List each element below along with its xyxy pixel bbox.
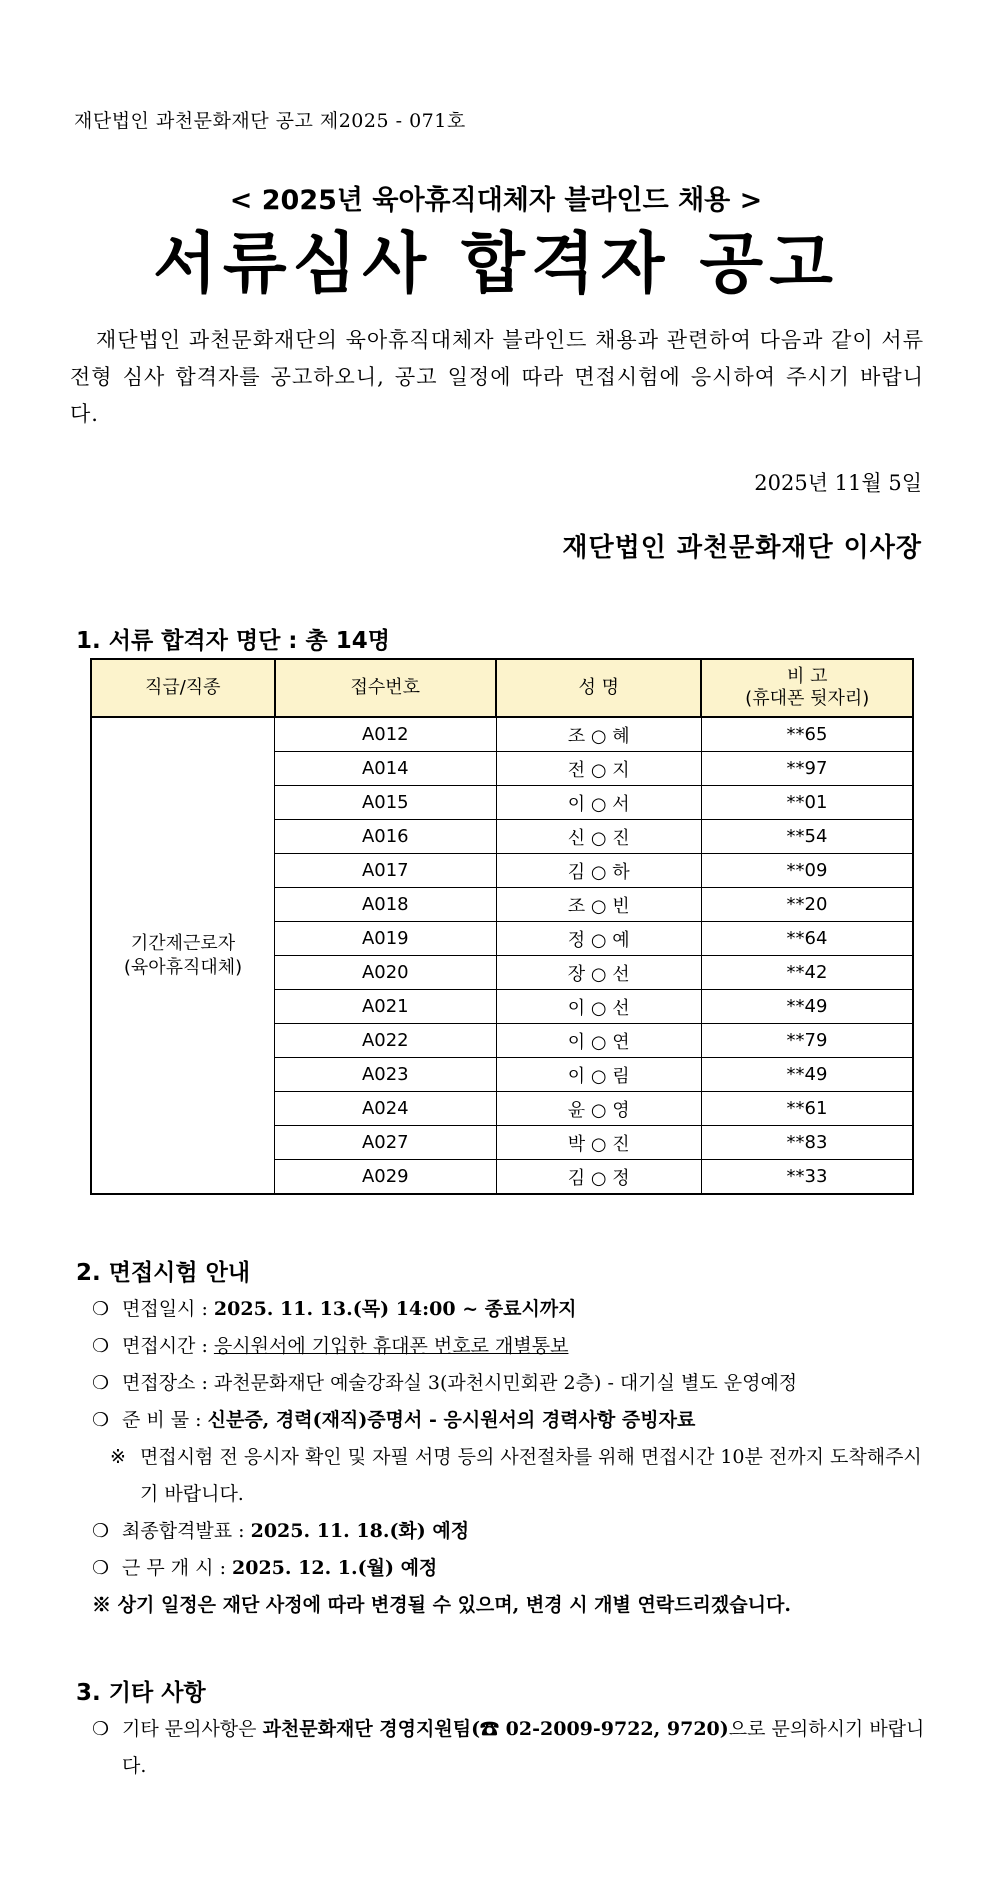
circle-bullet-icon: ❍ [92, 1520, 110, 1542]
receipt-number: A019 [275, 922, 496, 956]
interview-date-item [92, 1291, 932, 1328]
phone-suffix: **83 [701, 1126, 913, 1160]
interview-place-value: 과천문화재단 예술강좌실 3(과천시민회관 2층) - 대기실 별도 운영예정 [213, 1372, 798, 1394]
notice-date: 2025년 11월 5일 [754, 471, 922, 495]
phone-suffix: **61 [701, 1092, 913, 1126]
final-announcement-value: 2025. 11. 18.(화) 예정 [250, 1520, 470, 1542]
interview-time-value: 응시원서에 기입한 휴대폰 번호로 개별통보 [213, 1335, 569, 1357]
circle-bullet-icon: ❍ [92, 1409, 110, 1431]
section-1-heading: 1. 서류 합격자 명단 : 총 14명 [76, 628, 390, 654]
grade-cell [91, 717, 275, 1194]
work-start-label: 근 무 개 시 : [122, 1557, 233, 1579]
column-header-receipt: 접수번호 [275, 659, 496, 717]
receipt-number: A029 [275, 1160, 496, 1195]
phone-suffix: **65 [701, 717, 913, 752]
preparation-item [92, 1402, 932, 1439]
circle-bullet-icon: ❍ [92, 1372, 110, 1394]
phone-suffix: **20 [701, 888, 913, 922]
receipt-number: A024 [275, 1092, 496, 1126]
circle-bullet-icon: ❍ [92, 1718, 110, 1740]
arrival-note [92, 1439, 932, 1513]
applicant-name: 신 ○ 진 [496, 820, 701, 854]
schedule-change-note: ※ 상기 일정은 재단 사정에 따라 변경될 수 있으며, 변경 시 개별 연락드리겠습니다. [92, 1594, 791, 1616]
phone-suffix: **01 [701, 786, 913, 820]
applicant-name: 조 ○ 빈 [496, 888, 701, 922]
work-start-item [92, 1550, 932, 1587]
preparation-label: 준 비 물 : [122, 1409, 208, 1431]
interview-place-label: 면접장소 : [122, 1372, 214, 1394]
applicant-name: 박 ○ 진 [496, 1126, 701, 1160]
table-header-row [91, 659, 913, 717]
document-number: 재단법인 과천문화재단 공고 제2025 - 071호 [74, 110, 466, 132]
section-3-heading: 3. 기타 사항 [76, 1680, 206, 1706]
remark-header-line1: 비 고 [786, 666, 828, 687]
interview-info-list [92, 1291, 932, 1624]
other-info-list [92, 1711, 932, 1785]
remark-header-line2: (휴대폰 뒷자리) [745, 688, 870, 709]
applicant-name: 전 ○ 지 [496, 752, 701, 786]
circle-bullet-icon: ❍ [92, 1557, 110, 1579]
receipt-number: A018 [275, 888, 496, 922]
inquiry-contact: 과천문화재단 경영지원팀(☎ 02-2009-9722, 9720) [262, 1718, 729, 1740]
phone-suffix: **79 [701, 1024, 913, 1058]
grade-line2: (육아휴직대체) [123, 956, 243, 978]
phone-suffix: **49 [701, 990, 913, 1024]
table-row [91, 717, 913, 752]
inquiry-item [92, 1711, 932, 1785]
work-start-value: 2025. 12. 1.(월) 예정 [232, 1557, 438, 1579]
applicant-name: 윤 ○ 영 [496, 1092, 701, 1126]
grade-line1: 기간제근로자 [130, 932, 236, 954]
final-announcement-label: 최종합격발표 : [122, 1520, 251, 1542]
notice-subtitle: < 2025년 육아휴직대체자 블라인드 채용 > [229, 185, 763, 216]
applicant-name: 이 ○ 서 [496, 786, 701, 820]
applicant-name: 이 ○ 림 [496, 1058, 701, 1092]
passer-table [90, 658, 914, 1195]
receipt-number: A020 [275, 956, 496, 990]
final-announcement-item [92, 1513, 932, 1550]
applicant-name: 이 ○ 선 [496, 990, 701, 1024]
column-header-name: 성 명 [496, 659, 701, 717]
interview-date-label: 면접일시 : [122, 1298, 214, 1320]
interview-time-item [92, 1328, 932, 1365]
reference-mark-icon: ※ [110, 1446, 126, 1468]
phone-suffix: **33 [701, 1160, 913, 1195]
intro-paragraph: 재단법인 과천문화재단의 육아휴직대체자 블라인드 채용과 관련하여 다음과 같이 서류전형 심사 합격자를 공고하오니, 공고 일정에 따라 면접시험에 응시하여 주시기 바랍니다. [70, 328, 924, 426]
receipt-number: A022 [275, 1024, 496, 1058]
inquiry-suffix: 으로 문의하시기 바랍니다. [122, 1718, 925, 1777]
circle-bullet-icon: ❍ [92, 1298, 110, 1320]
interview-time-label: 면접시간 : [122, 1335, 214, 1357]
phone-suffix: **42 [701, 956, 913, 990]
receipt-number: A014 [275, 752, 496, 786]
receipt-number: A023 [275, 1058, 496, 1092]
section-2-heading: 2. 면접시험 안내 [76, 1260, 251, 1286]
arrival-note-text: 면접시험 전 응시자 확인 및 자필 서명 등의 사전절차를 위해 면접시간 10분 전까지 도착해주시기 바랍니다. [140, 1446, 922, 1505]
phone-suffix: **64 [701, 922, 913, 956]
applicant-name: 이 ○ 연 [496, 1024, 701, 1058]
phone-suffix: **54 [701, 820, 913, 854]
receipt-number: A017 [275, 854, 496, 888]
receipt-number: A016 [275, 820, 496, 854]
receipt-number: A015 [275, 786, 496, 820]
circle-bullet-icon: ❍ [92, 1335, 110, 1357]
receipt-number: A021 [275, 990, 496, 1024]
inquiry-prefix: 기타 문의사항은 [122, 1718, 263, 1740]
receipt-number: A027 [275, 1126, 496, 1160]
applicant-name: 정 ○ 예 [496, 922, 701, 956]
preparation-value: 신분증, 경력(재직)증명서 - 응시원서의 경력사항 증빙자료 [207, 1409, 696, 1431]
applicant-name: 장 ○ 선 [496, 956, 701, 990]
column-header-grade: 직급/직종 [91, 659, 275, 717]
phone-suffix: **09 [701, 854, 913, 888]
receipt-number: A012 [275, 717, 496, 752]
notice-title: 서류심사 합격자 공고 [153, 225, 839, 302]
applicant-name: 김 ○ 정 [496, 1160, 701, 1195]
interview-place-item [92, 1365, 932, 1402]
column-header-remark [701, 659, 913, 717]
interview-date-value: 2025. 11. 13.(목) 14:00 ~ 종료시까지 [213, 1298, 577, 1320]
issuer-name: 재단법인 과천문화재단 이사장 [562, 533, 922, 563]
applicant-name: 김 ○ 하 [496, 854, 701, 888]
phone-suffix: **49 [701, 1058, 913, 1092]
phone-suffix: **97 [701, 752, 913, 786]
applicant-name: 조 ○ 혜 [496, 717, 701, 752]
